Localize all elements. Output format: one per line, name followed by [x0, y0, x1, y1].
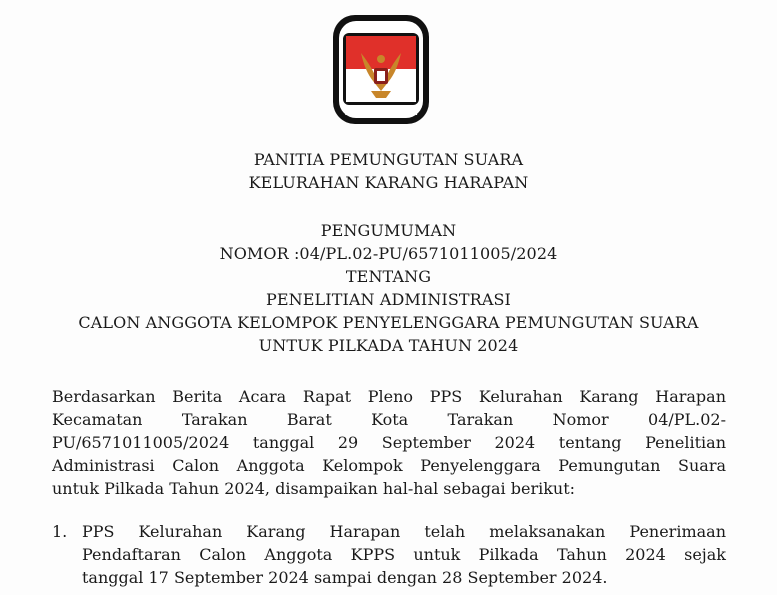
organization-line-2: KELURAHAN KARANG HARAPAN — [248, 173, 529, 192]
organization-line-1: PANITIA PEMUNGUTAN SUARA — [253, 150, 524, 169]
list-item-number: 1. — [52, 522, 68, 541]
announcement-label: PENGUMUMAN — [320, 221, 457, 240]
intro-line: Kecamatan Tarakan Barat Kota Tarakan Nomor 04/PL.02- — [52, 410, 726, 429]
list-item-line: PPS Kelurahan Karang Harapan telah melaksanakan Penerimaan — [82, 522, 726, 541]
intro-line: untuk Pilkada Tahun 2024, disampaikan hal-hal sebagai berikut: — [52, 479, 576, 498]
announcement-about: TENTANG — [345, 267, 432, 286]
announcement-heading — [0, 219, 777, 357]
intro-line: Administrasi Calon Anggota Kelompok Penyelenggara Pemungutan Suara — [52, 456, 726, 475]
announcement-number: NOMOR :04/PL.02-PU/6571011005/2024 — [219, 244, 558, 263]
list-item-line: Pendaftaran Calon Anggota KPPS untuk Pilkada Tahun 2024 sejak — [82, 545, 726, 564]
garuda-emblem-icon — [331, 13, 431, 126]
intro-paragraph — [52, 385, 726, 500]
list-item-line: tanggal 17 September 2024 sampai dengan 28 September 2024. — [82, 568, 608, 587]
intro-line: PU/6571011005/2024 tanggal 29 September 2024 tentang Penelitian — [52, 433, 726, 452]
numbered-list — [52, 520, 726, 589]
logo-bottom-text: PEMUNGUTAN SUARA — [344, 110, 418, 117]
intro-line: Berdasarkan Berita Acara Rapat Pleno PPS Kelurahan Karang Harapan — [52, 387, 726, 406]
list-item — [52, 520, 726, 589]
logo-top-text: PANITIA — [360, 23, 402, 33]
announcement-subject-3: UNTUK PILKADA TAHUN 2024 — [258, 336, 519, 355]
organization-heading — [0, 148, 777, 194]
announcement-subject-2: CALON ANGGOTA KELOMPOK PENYELENGGARA PEMUNGUTAN SUARA — [78, 313, 699, 332]
announcement-subject-1: PENELITIAN ADMINISTRASI — [266, 290, 511, 309]
